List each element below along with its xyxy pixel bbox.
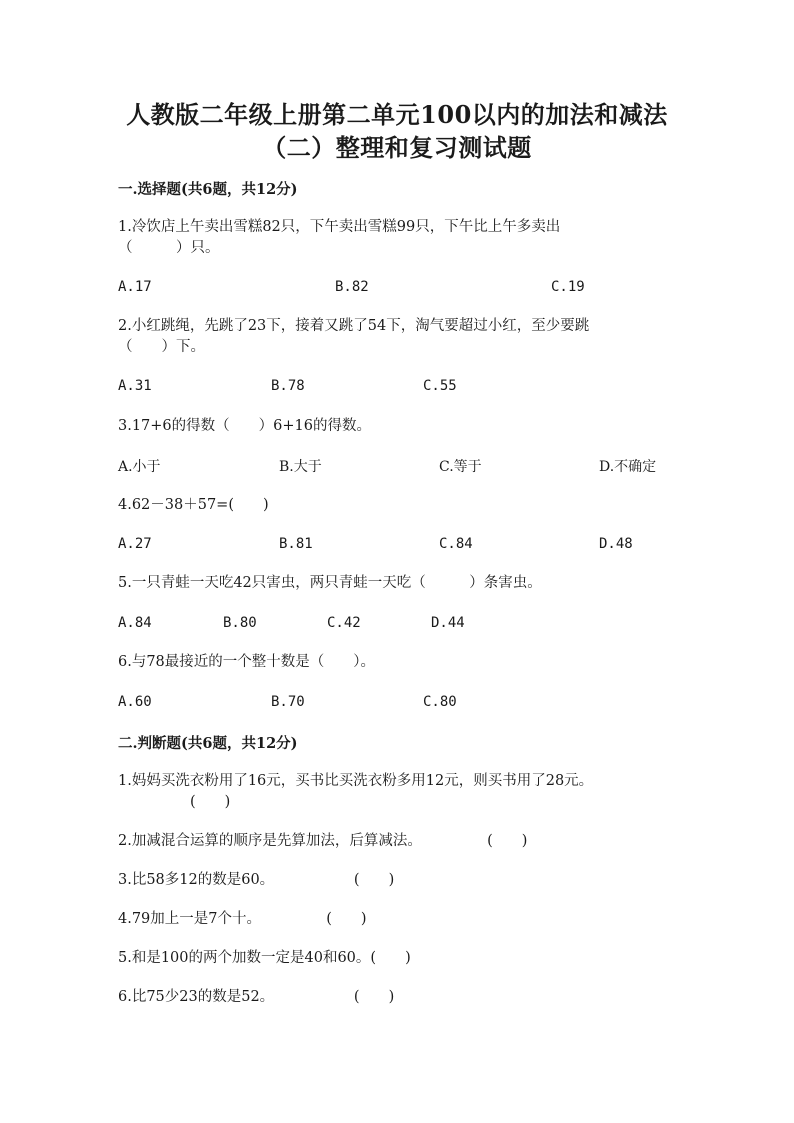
question-text: 3.17+6的得数（ ）6+16的得数。 bbox=[118, 418, 371, 434]
question-text: 5.一只青蛙一天吃42只害虫，两只青蛙一天吃（ ）条害虫。 bbox=[118, 575, 542, 591]
option-b: B.70 bbox=[271, 694, 305, 710]
page-title-line1: 人教版二年级上册第二单元100以内的加法和减法 bbox=[126, 100, 668, 129]
question-text: 6.比75少23的数是52。 ( ) bbox=[118, 989, 395, 1005]
option-a: A.17 bbox=[118, 279, 152, 295]
option-c: C.84 bbox=[439, 536, 473, 552]
option-d: D.不确定 bbox=[599, 459, 657, 475]
option-d: D.44 bbox=[431, 615, 465, 631]
question-5 bbox=[118, 573, 678, 594]
question-text-cont: （ ）下。 bbox=[118, 339, 205, 355]
question-text: 1.妈妈买洗衣粉用了16元，买书比买洗衣粉多用12元，则买书用了28元。 bbox=[118, 773, 594, 789]
option-b: B.78 bbox=[271, 378, 305, 394]
tf-question-3 bbox=[118, 870, 678, 891]
option-c: C.42 bbox=[327, 615, 361, 631]
option-b: B.81 bbox=[279, 536, 313, 552]
section-heading-true-false: 二.判断题(共6题，共12分) bbox=[118, 735, 298, 752]
option-c: C.55 bbox=[423, 378, 457, 394]
option-a: A.84 bbox=[118, 615, 152, 631]
option-b: B.82 bbox=[335, 279, 369, 295]
question-6 bbox=[118, 652, 678, 673]
option-c: C.等于 bbox=[439, 459, 482, 475]
option-c: C.19 bbox=[551, 279, 585, 295]
option-a: A.31 bbox=[118, 378, 152, 394]
question-text: 3.比58多12的数是60。 ( ) bbox=[118, 872, 395, 888]
question-text: 4.79加上一是7个十。 ( ) bbox=[118, 911, 367, 927]
question-text: 2.加减混合运算的顺序是先算加法，后算减法。 ( ) bbox=[118, 833, 528, 849]
question-text: 2.小红跳绳，先跳了23下，接着又跳了54下，淘气要超过小红，至少要跳 bbox=[118, 318, 590, 334]
question-text: 1.冷饮店上午卖出雪糕82只，下午卖出雪糕99只，下午比上午多卖出 bbox=[118, 219, 561, 235]
answer-blank: ( ) bbox=[190, 794, 231, 810]
tf-question-2 bbox=[118, 831, 678, 852]
option-a: A.27 bbox=[118, 536, 152, 552]
page-title-line2: （二）整理和复习测试题 bbox=[262, 133, 532, 162]
tf-question-4 bbox=[118, 909, 678, 930]
section-heading-choice: 一.选择题(共6题，共12分) bbox=[118, 181, 298, 198]
question-2 bbox=[118, 316, 678, 358]
question-text: 5.和是100的两个加数一定是40和60。( ) bbox=[118, 950, 411, 966]
question-text-cont: （ ）只。 bbox=[118, 240, 220, 256]
option-c: C.80 bbox=[423, 694, 457, 710]
question-text: 6.与78最接近的一个整十数是（ ）。 bbox=[118, 654, 376, 670]
option-d: D.48 bbox=[599, 536, 633, 552]
question-3 bbox=[118, 416, 678, 437]
question-1 bbox=[118, 217, 678, 259]
question-text: 4.62－38＋57=( ) bbox=[118, 497, 269, 513]
option-b: B.80 bbox=[223, 615, 257, 631]
tf-question-6 bbox=[118, 987, 678, 1008]
tf-question-5 bbox=[118, 948, 678, 969]
option-a: A.小于 bbox=[118, 459, 161, 475]
tf-question-1 bbox=[118, 771, 698, 813]
question-4 bbox=[118, 495, 678, 516]
option-a: A.60 bbox=[118, 694, 152, 710]
option-b: B.大于 bbox=[279, 459, 322, 475]
